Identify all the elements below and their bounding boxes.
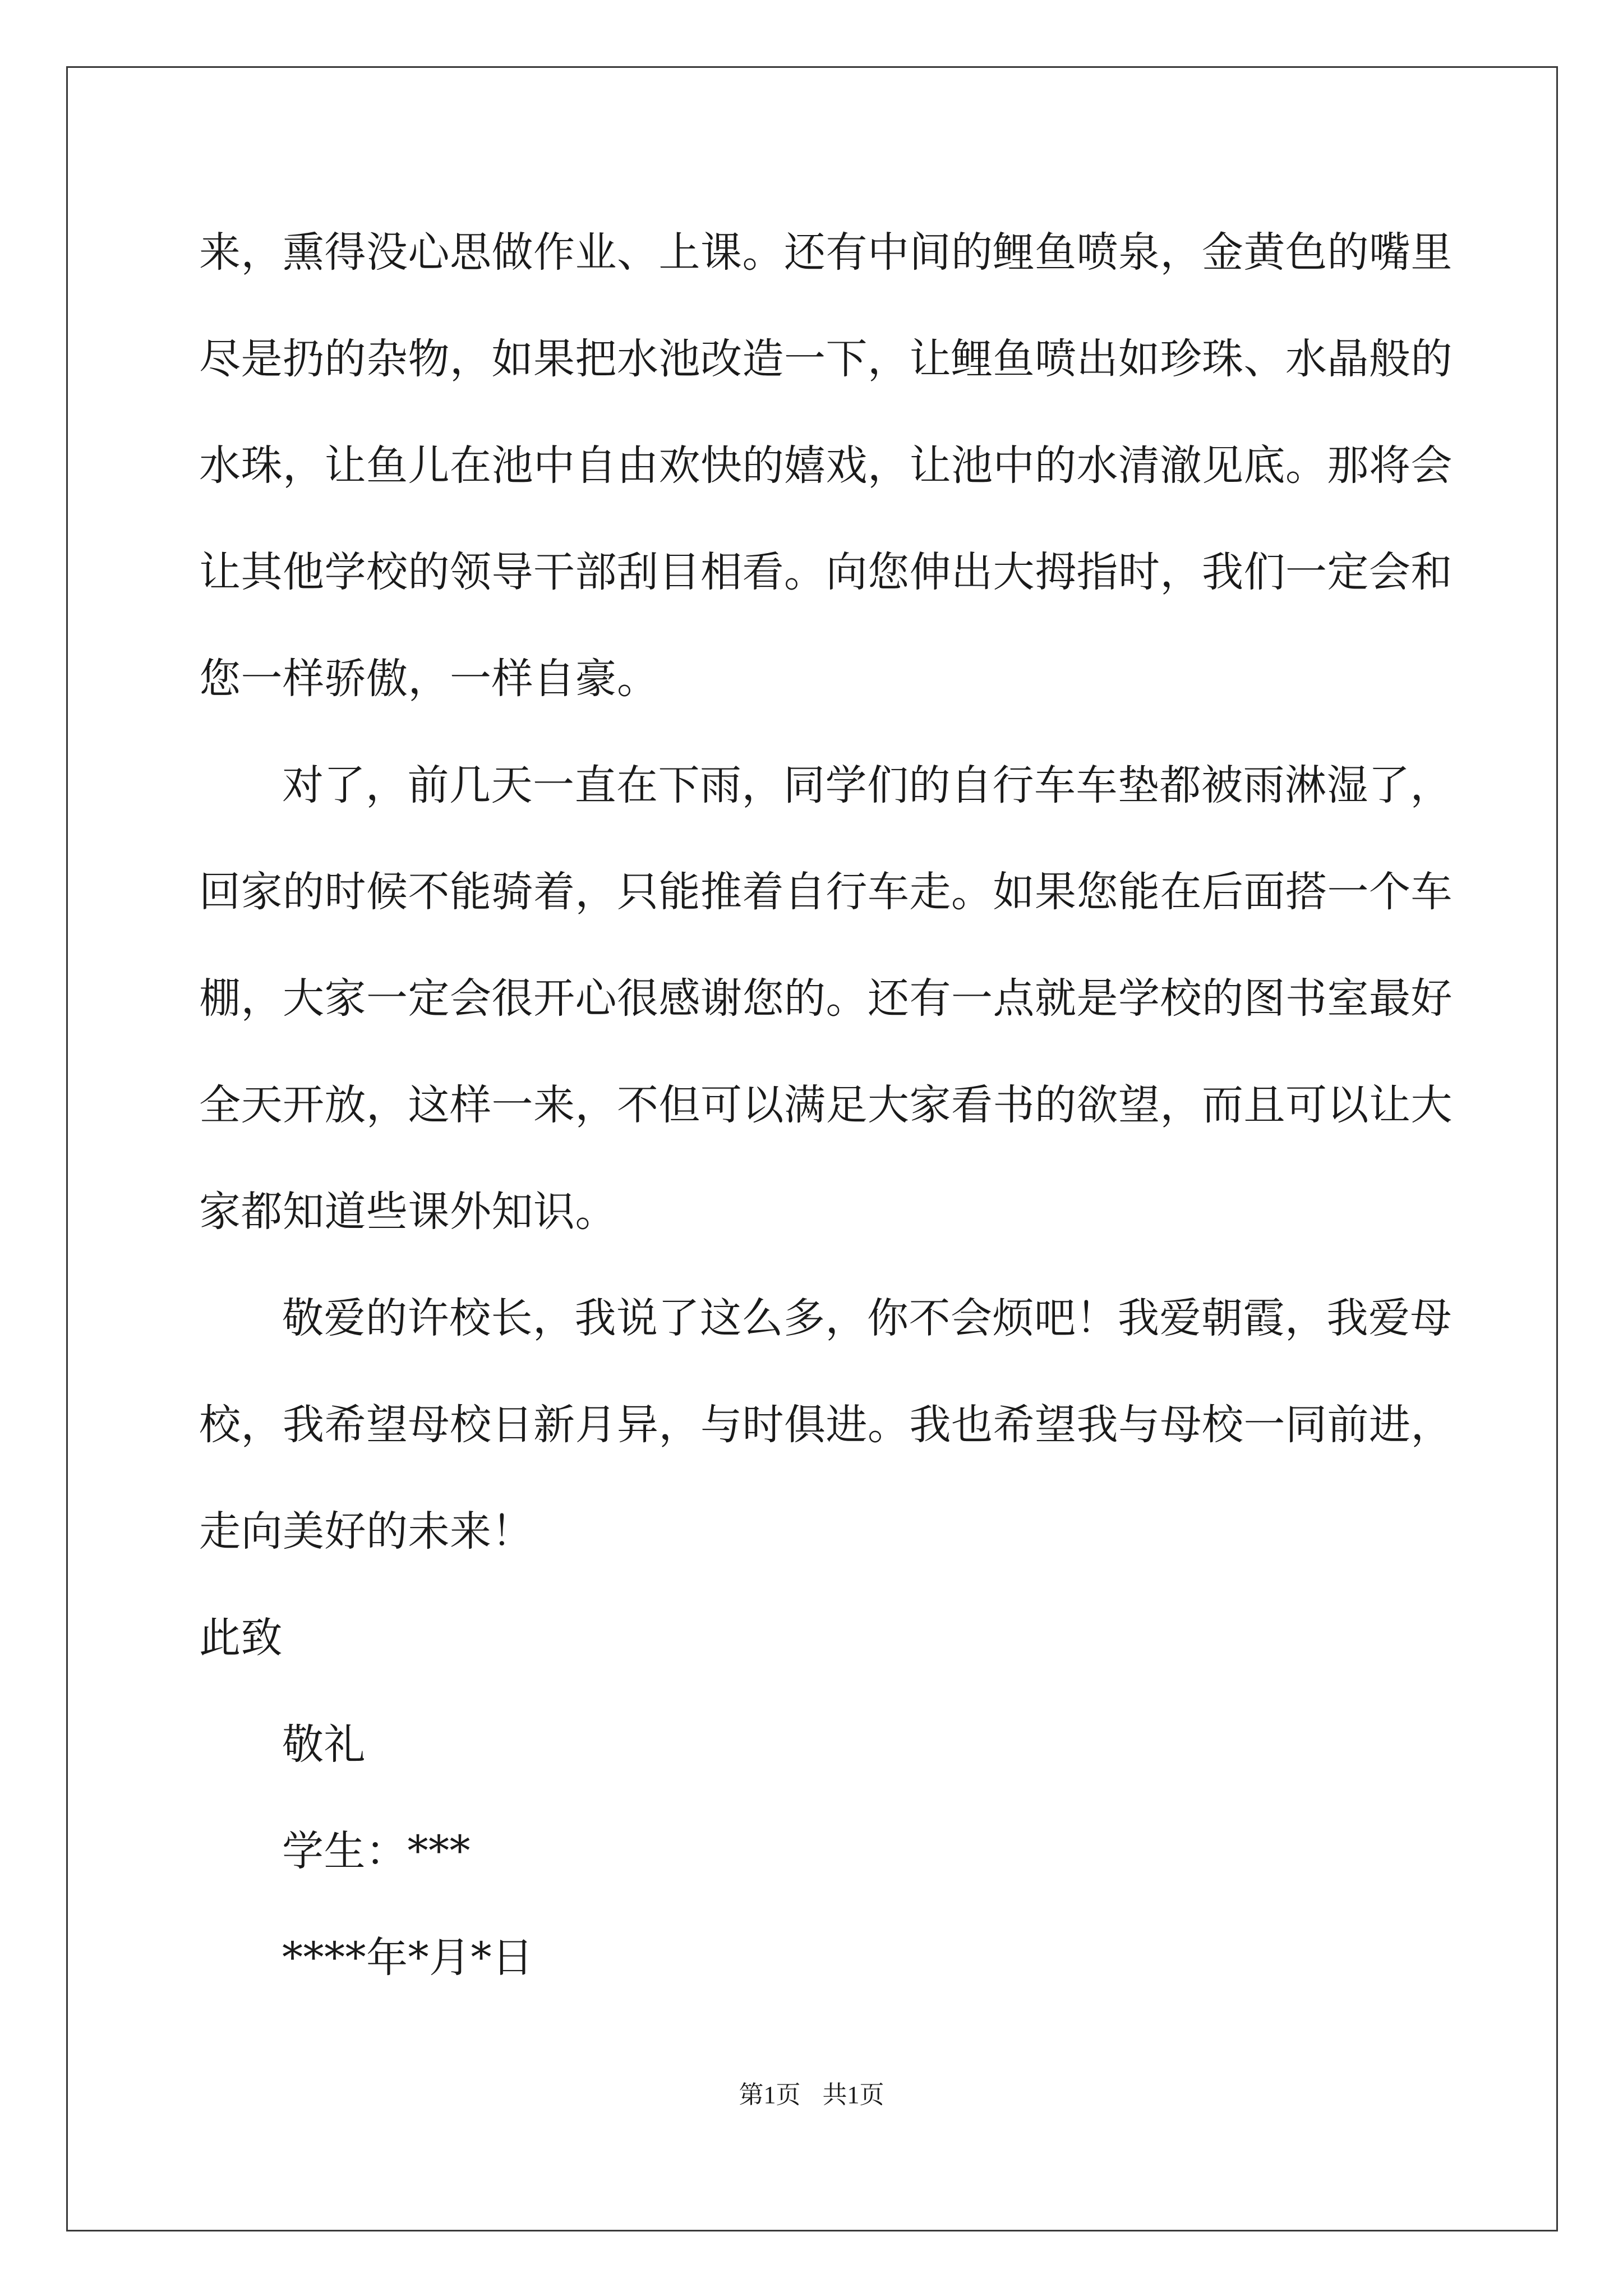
paragraph-line: 水珠，让鱼儿在池中自由欢快的嬉戏，让池中的水清澈见底。那将会: [199, 441, 1453, 490]
page-number-total: 共1页: [822, 2081, 884, 2109]
signature-student: 学生：***: [282, 1827, 471, 1875]
paragraph-line: 棚，大家一定会很开心很感谢您的。还有一点就是学校的图书室最好: [199, 974, 1453, 1023]
page-footer: [0, 2078, 1623, 2112]
paragraph-line: 回家的时候不能骑着，只能推着自行车走。如果您能在后面搭一个车: [199, 868, 1453, 916]
closing-salutation: 此致: [199, 1614, 283, 1662]
paragraph-line: 来，熏得没心思做作业、上课。还有中间的鲤鱼喷泉，金黄色的嘴里: [199, 228, 1453, 277]
paragraph-line: 让其他学校的领导干部刮目相看。向您伸出大拇指时，我们一定会和: [199, 548, 1453, 596]
paragraph-line: 敬爱的许校长，我说了这么多，你不会烦吧！我爱朝霞，我爱母: [282, 1294, 1452, 1342]
paragraph-line: 对了，前几天一直在下雨，同学们的自行车车垫都被雨淋湿了，: [282, 761, 1452, 809]
page-number-current: 第1页: [739, 2081, 801, 2109]
letter-body: [199, 199, 1453, 2011]
closing-regards: 敬礼: [282, 1720, 366, 1769]
signature-date: ****年*月*日: [282, 1934, 534, 1982]
paragraph-line: 全天开放，这样一来，不但可以满足大家看书的欲望，而且可以让大: [199, 1081, 1453, 1129]
paragraph-line: 您一样骄傲，一样自豪。: [199, 655, 659, 703]
paragraph-line: 校，我希望母校日新月异，与时俱进。我也希望我与母校一同前进，: [199, 1401, 1453, 1449]
paragraph-line: 尽是扔的杂物，如果把水池改造一下，让鲤鱼喷出如珍珠、水晶般的: [199, 335, 1453, 383]
paragraph-line: 家都知道些课外知识。: [199, 1188, 617, 1236]
paragraph-line: 走向美好的未来！: [199, 1507, 533, 1556]
